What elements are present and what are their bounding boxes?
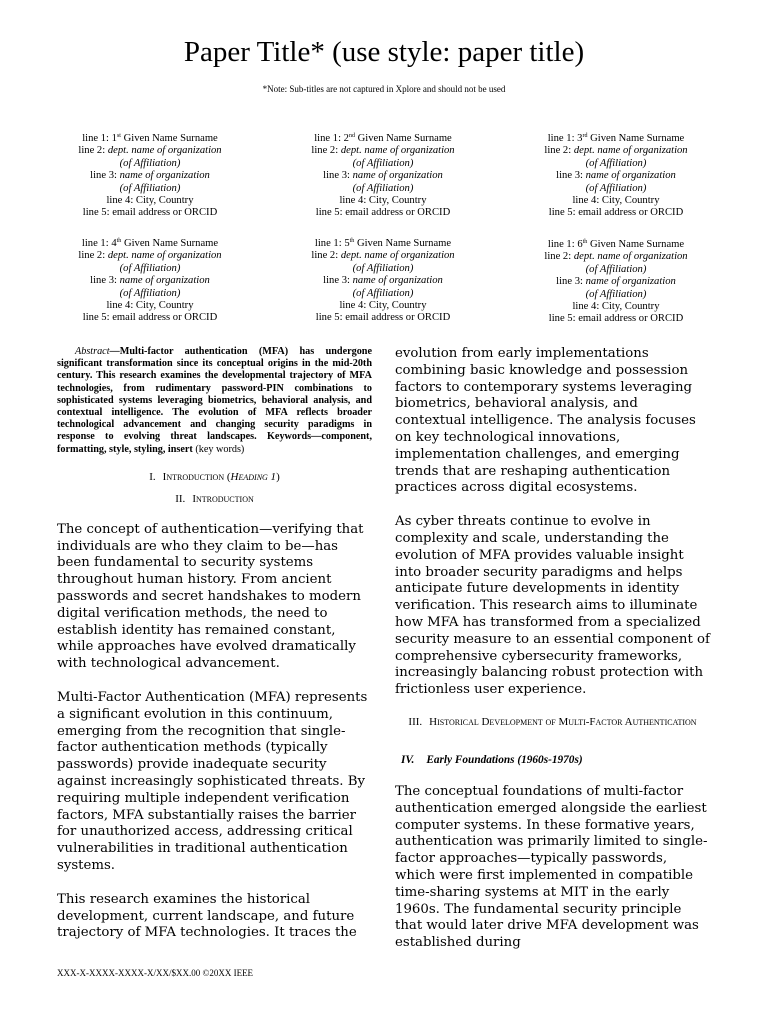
body-paragraph: The concept of authentication—verifying that individuals are who they claim to be—has been fundamental to security systems throughout human history. From ancient passwords and secret handshakes to modern digital verification methods, the need to establish identity has remained constant, while approaches have evolved dramatically with technological advancement. bbox=[57, 521, 364, 672]
author-line-1: line 1: 2nd Given Name Surname bbox=[314, 133, 452, 144]
author-block bbox=[50, 238, 250, 325]
author-affiliation: (of Affiliation) bbox=[352, 157, 414, 169]
author-block bbox=[516, 133, 716, 220]
author-line-4: line 4: City, Country bbox=[106, 195, 194, 207]
heading-text: Historical Development of Multi-Factor Authentication bbox=[429, 715, 697, 728]
heading-close: ) bbox=[276, 470, 280, 483]
author-block bbox=[283, 238, 483, 325]
author-line-5: line 5: email address or ORCID bbox=[548, 207, 684, 219]
author-affiliation: (of Affiliation) bbox=[585, 288, 647, 300]
author-line-2: line 2: dept. name of organization bbox=[78, 145, 222, 157]
author-line-5: line 5: email address or ORCID bbox=[82, 207, 218, 219]
author-affiliation: (of Affiliation) bbox=[352, 287, 414, 299]
copyright-footer: XXX-X-XXXX-XXXX-X/XX/$XX.00 ©20XX IEEE bbox=[57, 968, 254, 978]
author-line-1: line 1: 3rd Given Name Surname bbox=[547, 133, 685, 144]
author-affiliation: (of Affiliation) bbox=[585, 157, 647, 169]
author-line-5: line 5: email address or ORCID bbox=[315, 207, 451, 219]
author-line-3: line 3: name of organization bbox=[323, 170, 443, 182]
author-affiliation: (of Affiliation) bbox=[119, 262, 181, 274]
author-affiliation: (of Affiliation) bbox=[119, 157, 181, 169]
author-affiliation: (of Affiliation) bbox=[585, 263, 647, 275]
right-column bbox=[395, 346, 710, 952]
author-line-5: line 5: email address or ORCID bbox=[548, 313, 684, 325]
author-affiliation: (of Affiliation) bbox=[352, 182, 414, 194]
author-affiliation: (of Affiliation) bbox=[119, 182, 181, 194]
keywords-tail: (key words) bbox=[195, 443, 245, 455]
author-line-4: line 4: City, Country bbox=[339, 300, 427, 312]
author-line-4: line 4: City, Country bbox=[572, 301, 660, 313]
subtitle-note: *Note: Sub-titles are not captured in Xplore and should not be used bbox=[262, 84, 506, 94]
author-line-4: line 4: City, Country bbox=[339, 195, 427, 207]
body-paragraph: This research examines the historical development, current landscape, and future trajectory of MFA technologies. It traces the bbox=[57, 891, 357, 941]
author-affiliation: (of Affiliation) bbox=[119, 287, 181, 299]
author-line-3: line 3: name of organization bbox=[90, 275, 210, 287]
author-line-4: line 4: City, Country bbox=[572, 195, 660, 207]
heading-number: II. bbox=[175, 492, 186, 505]
abstract bbox=[57, 346, 372, 456]
author-line-2: line 2: dept. name of organization bbox=[544, 251, 688, 263]
section-heading-1 bbox=[57, 470, 372, 484]
body-paragraph: As cyber threats continue to evolve in complexity and scale, understanding the evolution of MFA provides valuable insight into broader security paradigms and helps anticipate future developments in identity verification. This research aims to illuminate how MFA has transformed from a specialized security measure to an essential component of comprehensive cybersecurity frameworks, increasingly balancing robust protection with frictionless user experience. bbox=[395, 514, 710, 698]
author-line-1: line 1: 4th Given Name Surname bbox=[81, 238, 219, 249]
author-line-5: line 5: email address or ORCID bbox=[82, 312, 218, 324]
author-line-2: line 2: dept. name of organization bbox=[78, 250, 222, 262]
author-line-3: line 3: name of organization bbox=[323, 275, 443, 287]
heading-text: Introduction ( bbox=[162, 470, 231, 483]
heading-number: I. bbox=[149, 470, 156, 483]
author-affiliation: (of Affiliation) bbox=[585, 182, 647, 194]
author-block bbox=[50, 133, 250, 220]
author-affiliation: (of Affiliation) bbox=[352, 262, 414, 274]
author-line-1: line 1: 1st Given Name Surname bbox=[82, 133, 218, 144]
paper-title: Paper Title* (use style: paper title) bbox=[183, 36, 585, 68]
body-paragraph: The conceptual foundations of multi-factor authentication emerged alongside the earliest computer systems. In these formative years, authentication was primarily limited to single-factor approaches—typically passwords, which were first implemented in compatible time-sharing systems at MIT in the early 1960s. The fundamental security principle that would later drive MFA development was established during bbox=[395, 783, 708, 951]
heading-number: III. bbox=[408, 715, 423, 728]
left-column bbox=[57, 346, 372, 942]
heading-italic: Heading 1 bbox=[230, 470, 277, 483]
author-line-3: line 3: name of organization bbox=[556, 276, 676, 288]
subsection-heading bbox=[395, 753, 710, 767]
author-line-2: line 2: dept. name of organization bbox=[311, 145, 455, 157]
heading-text: Introduction bbox=[192, 492, 254, 505]
body-paragraph: evolution from early implementations combining basic knowledge and possession factors to contemporary systems leveraging biometrics, behavioral analysis, and contextual intelligence. The analysis focuses on key technological innovations, implementation challenges, and emerging trends that are reshaping authentication practices across digital ecosystems. bbox=[395, 346, 696, 496]
section-heading-2 bbox=[57, 492, 372, 506]
author-line-2: line 2: dept. name of organization bbox=[311, 250, 455, 262]
author-line-2: line 2: dept. name of organization bbox=[544, 145, 688, 157]
abstract-text: Multi-factor authentication (MFA) has undergone significant transformation since its conceptual origins in the mid-20th century. This research examines the developmental trajectory of MFA technologies, from rudimentary password-PIN combinations to sophisticated systems leveraging biometrics, behavioral analysis, and contextual intelligence. The evolution of MFA reflects broader technological advancement and changing security paradigms in response to evolving threat landscapes. Keywords—component, formatting, style, styling, insert bbox=[57, 346, 372, 455]
author-line-1: line 1: 5th Given Name Surname bbox=[314, 238, 452, 249]
heading-text: Early Foundations (1960s-1970s) bbox=[426, 753, 583, 766]
author-line-4: line 4: City, Country bbox=[106, 300, 194, 312]
author-line-1: line 1: 6th Given Name Surname bbox=[547, 239, 685, 250]
author-block bbox=[283, 133, 483, 220]
abstract-label: Abstract bbox=[75, 346, 110, 357]
abstract-dash: — bbox=[109, 346, 120, 357]
author-line-3: line 3: name of organization bbox=[556, 170, 676, 182]
author-block bbox=[516, 239, 716, 326]
author-line-3: line 3: name of organization bbox=[90, 170, 210, 182]
author-line-5: line 5: email address or ORCID bbox=[315, 312, 451, 324]
body-paragraph: Multi-Factor Authentication (MFA) represents a significant evolution in this continuum, emerging from the recognition that single-factor authentication methods (typically passwords) provide inadequate security against increasingly sophisticated threats. By requiring multiple independent verification factors, MFA substantially raises the barrier for unauthorized access, addressing critical vulnerabilities in traditional authentication systems. bbox=[57, 690, 368, 873]
heading-number: IV. bbox=[401, 753, 415, 766]
section-heading-3 bbox=[395, 715, 710, 729]
